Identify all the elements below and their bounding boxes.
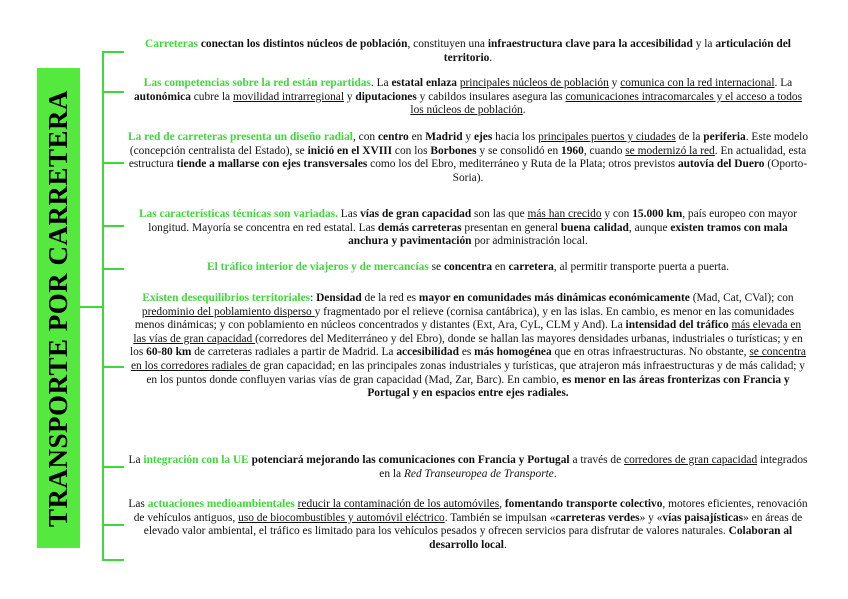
text-segment: accesibilidad bbox=[396, 346, 459, 359]
highlight-text: integración con la UE bbox=[143, 454, 249, 466]
title-box bbox=[37, 68, 80, 548]
text-segment: predominio del poblamiento disperso bbox=[141, 305, 315, 318]
text-segment: y bbox=[344, 90, 356, 103]
text-segment: carreteras verdes bbox=[555, 511, 640, 524]
text-segment: articulación del territorio bbox=[443, 38, 791, 64]
text-segment: como los del Ebro, mediterráneo y Ruta de la Plata; otros previstos bbox=[367, 158, 678, 171]
connector-branch bbox=[102, 366, 124, 368]
text-segment: 15.000 km bbox=[632, 208, 683, 220]
text-segment: . Este modelo (concepción centralista del Estado), se bbox=[129, 131, 809, 157]
text-segment: de la bbox=[675, 131, 704, 143]
text-segment: , motores eficientes, renovación de vehículos antiguos, bbox=[133, 498, 808, 524]
text-segment: a través de bbox=[569, 454, 625, 466]
block-integracion-ue bbox=[128, 454, 808, 481]
text-segment: y cabildos insulares asegura las bbox=[416, 90, 566, 103]
text-segment: vías de gran capacidad bbox=[360, 208, 472, 220]
text-segment: autonómica bbox=[133, 90, 191, 103]
text-segment: más homogénea bbox=[474, 346, 552, 359]
block-carreteras bbox=[128, 38, 808, 65]
text-segment: y bbox=[608, 77, 621, 89]
text-segment: conectan los distintos núcleos de población bbox=[200, 38, 408, 50]
text-segment: Densidad bbox=[316, 292, 362, 304]
text-segment: La bbox=[128, 454, 144, 466]
connector-branch bbox=[102, 466, 124, 468]
text-segment: son las que bbox=[471, 208, 528, 220]
text-segment: corredores de gran capacidad bbox=[624, 454, 758, 466]
text-segment: y fragmentado por el relieve (cornisa cantábrica), y en las islas. En cambio, es menor en las comunidades menos dinámicas; y con poblamiento en núcleos concentrados y distantes (Ext, Ara, CyL, CLM y And). La bbox=[134, 305, 795, 332]
text-segment: fomentando transporte colectivo bbox=[504, 498, 663, 510]
text-segment: carretera bbox=[508, 261, 554, 273]
text-segment: comunicaciones intracomarcales y el acceso a todos los núcleos de población bbox=[410, 90, 803, 117]
text-segment: y se consolidó en bbox=[476, 144, 562, 157]
text-segment: . bbox=[553, 467, 557, 480]
connector-branch bbox=[102, 225, 124, 227]
text-segment: movilidad intrarregional bbox=[232, 90, 344, 103]
text-segment: concentra bbox=[443, 261, 493, 273]
text-segment: integrados en la bbox=[379, 454, 808, 480]
text-segment: de carreteras radiales a partir de Madrid. La bbox=[191, 346, 397, 359]
connector-branch bbox=[102, 91, 124, 93]
text-segment: . La bbox=[774, 77, 793, 89]
text-segment: reducir la contaminación de los automóviles bbox=[297, 498, 500, 510]
text-segment: estatal enlaza bbox=[391, 77, 457, 89]
text-segment: principales puertos y ciudades bbox=[538, 131, 676, 143]
text-segment: , constituyen una bbox=[407, 38, 488, 50]
connector-branch bbox=[102, 162, 124, 164]
block-competencias bbox=[128, 77, 808, 118]
text-segment: Madrid bbox=[425, 131, 463, 143]
text-segment: y la bbox=[692, 38, 716, 50]
text-segment: es menor en las áreas fronterizas con Francia y Portugal y en espacios entre ejes radiales. bbox=[367, 373, 790, 400]
highlight-text: Las características técnicas son variadas. bbox=[138, 208, 338, 220]
text-segment: . bbox=[489, 51, 493, 64]
text-segment: , país europeo con mayor longitud. Mayoría se concentra en red estatal. Las bbox=[148, 208, 798, 234]
connector-branch bbox=[102, 268, 124, 270]
text-segment: (corredores del Mediterráneo y del Ebro), donde se hallan las mayores densidades urbanas, industriales o turísticas; y en los bbox=[130, 332, 803, 359]
text-segment: Las bbox=[128, 498, 148, 510]
page-title: TRANSPORTE POR CARRETERA bbox=[43, 89, 73, 527]
block-diseno-radial bbox=[128, 131, 808, 185]
text-segment: intensidad del tráfico bbox=[625, 319, 729, 332]
text-segment: más han crecido bbox=[527, 208, 602, 220]
text-segment: Colaboran al desarrollo local bbox=[429, 525, 793, 551]
text-segment: Borbones bbox=[430, 144, 477, 157]
block-caracteristicas-tecnicas bbox=[128, 208, 808, 249]
text-segment: periferia bbox=[703, 131, 746, 143]
text-segment: , cuando bbox=[583, 144, 626, 157]
block-actuaciones-medioambientales bbox=[128, 498, 808, 552]
text-segment: . bbox=[522, 104, 526, 117]
text-segment: existen tramos con mala anchura y pavimentación bbox=[348, 221, 788, 248]
connector-stem bbox=[80, 306, 103, 308]
text-segment: (Oporto-Soria). bbox=[452, 158, 808, 184]
text-segment: uso de biocombustibles y automóvil eléctrico bbox=[238, 511, 445, 524]
text-segment: en bbox=[408, 131, 426, 143]
highlight-text: actuaciones medioambientales bbox=[147, 498, 295, 510]
text-segment: y con bbox=[601, 208, 633, 220]
text-segment: y bbox=[462, 131, 474, 143]
text-segment: , al permitir transporte puerta a puerta. bbox=[553, 261, 729, 273]
highlight-text: Existen desequilibrios territoriales bbox=[142, 292, 311, 304]
block-desequilibrios bbox=[128, 292, 808, 401]
text-segment: . bbox=[503, 538, 507, 551]
text-segment: infraestructura clave para la accesibilidad bbox=[487, 38, 693, 50]
text-segment: comunica con la red internacional bbox=[620, 77, 775, 89]
text-segment: tiende a mallarse con ejes transversales bbox=[176, 158, 368, 171]
text-segment: 60-80 km bbox=[146, 346, 192, 359]
text-segment: con los bbox=[392, 144, 431, 157]
text-segment: . También se impulsan « bbox=[444, 511, 556, 524]
highlight-text: Las competencias sobre la red están repartidas bbox=[143, 77, 371, 89]
text-segment: cubre la bbox=[190, 90, 233, 103]
text-segment: vías paisajísticas bbox=[662, 511, 744, 524]
text-segment: se modernizó la red bbox=[625, 144, 715, 157]
text-segment: es bbox=[458, 346, 475, 359]
connector-spine bbox=[102, 51, 104, 561]
text-segment: en bbox=[492, 261, 509, 273]
highlight-text: Carreteras bbox=[145, 38, 198, 50]
connector-branch bbox=[102, 524, 124, 526]
text-segment: » en áreas de elevado valor ambiental, el tráfico es limitado para los vehículos pesados y ofrecen servicios para disfrutar de valores naturales. bbox=[143, 511, 803, 538]
text-segment: , con bbox=[352, 131, 378, 143]
text-segment: hacia los bbox=[492, 131, 539, 143]
text-segment: potenciará mejorando las comunicaciones con Francia y Portugal bbox=[251, 454, 570, 466]
text-segment: » y « bbox=[639, 511, 663, 524]
highlight-text: La red de carreteras presenta un diseño radial bbox=[128, 131, 353, 143]
text-segment: mayor en comunidades más dinámicas económicamente bbox=[418, 292, 690, 304]
text-segment: principales núcleos de población bbox=[459, 77, 609, 89]
text-segment: autovía del Duero bbox=[677, 158, 765, 171]
text-segment: centro bbox=[377, 131, 409, 143]
text-segment: ejes bbox=[473, 131, 493, 143]
text-segment: inició en el XVIII bbox=[307, 144, 393, 157]
text-segment: se bbox=[428, 261, 444, 273]
text-segment: : bbox=[310, 292, 317, 304]
text-segment: se concentra en los corredores radiales bbox=[130, 346, 806, 372]
text-segment: más elevada en las vías de gran capacidad bbox=[133, 319, 802, 345]
text-segment: (Mad, Cat, CVal); con bbox=[689, 292, 794, 304]
text-segment: de gran capacidad; en las principales zonas industriales y turísticas, que atrajeron más infraestructuras y de más calidad; y en los puntos donde confluyen varias vías de gran capacidad (Mad, Zar, Barc). En cambio, bbox=[146, 359, 805, 386]
connector-branch bbox=[102, 559, 124, 561]
highlight-text: El tráfico interior de viajeros y de mercancías bbox=[207, 261, 429, 273]
text-segment: presentan en general bbox=[461, 221, 561, 234]
text-segment: por administración local. bbox=[471, 235, 588, 248]
text-segment: Las bbox=[337, 208, 361, 220]
text-segment: buena calidad bbox=[560, 221, 629, 234]
text-segment: . En actualidad, esta estructura bbox=[128, 144, 807, 171]
text-segment: que en otras infraestructuras. No obstante, bbox=[551, 346, 750, 359]
text-segment: demás carreteras bbox=[377, 221, 462, 234]
text-segment: . La bbox=[370, 77, 392, 89]
text-segment: 1960 bbox=[561, 144, 584, 157]
text-segment: , bbox=[499, 498, 505, 510]
text-segment: , aunque bbox=[628, 221, 671, 234]
block-trafico-interior bbox=[128, 261, 808, 275]
text-segment: diputaciones bbox=[355, 90, 417, 103]
connector-branch bbox=[102, 51, 124, 53]
text-segment: Red Transeuropea de Transporte bbox=[403, 467, 554, 480]
text-segment: de la red es bbox=[361, 292, 419, 304]
